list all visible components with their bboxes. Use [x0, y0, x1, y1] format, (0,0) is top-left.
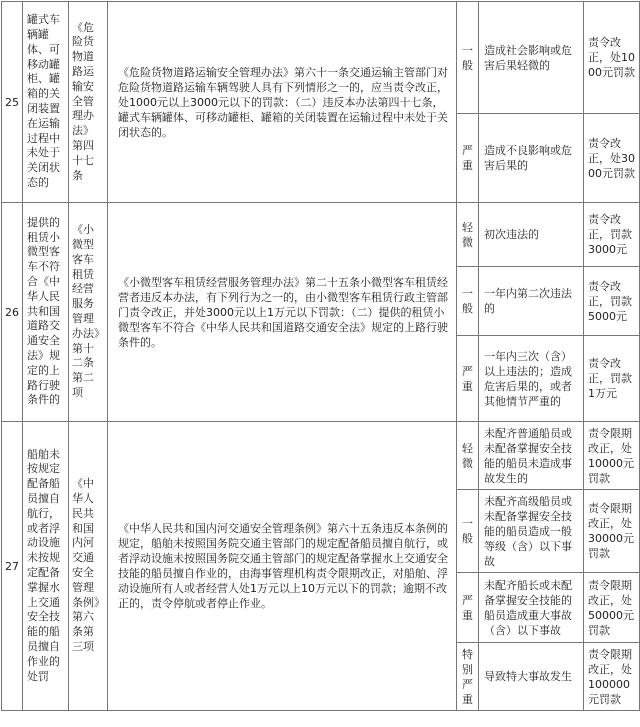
penalty-amount: 责令改正，罚款1万元 — [584, 336, 640, 422]
violation-circumstance: 未配齐普通船员或未配备掌握安全技能的船员未造成事故发生的 — [479, 422, 584, 490]
penalty-provision: 《小微型客车租赁经营服务管理办法》第二十五条小微型客车租赁经营者违反本办法，有下列行为之一的，由小微型客车租赁行政主管部门责令改正，并处3000元以上1万元以下罚款：（二）提供的租赁小微型客车不符合《中华人民共和国道路交通安全法》规定的上路行驶条件的。 — [108, 203, 457, 422]
severity-level: 一般 — [457, 267, 479, 336]
penalty-provision: 《危险货物道路运输安全管理办法》第六十一条交通运输主管部门对危险货物道路运输车辆驾驶人具有下列情形之一的，应当责令改正，处1000元以上3000元以下的罚款：（二）违反本办法第四十七条，罐式车辆罐体、可移动罐柜、罐箱的关闭装置在运输过程中未处于关闭状态的。 — [108, 2, 457, 203]
violation-circumstance: 未配齐船长或未配备掌握安全技能的船员造成重大事故（含）以下事故 — [479, 573, 584, 643]
penalty-amount: 责令改正，罚款5000元 — [584, 267, 640, 336]
violation-circumstance: 造成社会影响或危害后果轻微的 — [479, 2, 584, 114]
violation-circumstance: 导致特大事故发生 — [479, 643, 584, 711]
row-number: 25 — [2, 2, 23, 203]
violation-circumstance: 造成不良影响或危害后果的 — [479, 114, 584, 203]
severity-level: 严重 — [457, 114, 479, 203]
legal-basis: 《小微型客车租赁经营服务管理办法》第十二条第二项 — [69, 203, 108, 422]
legal-basis: 《危险货物道路运输安全管理办法》第四十七条 — [69, 2, 108, 203]
legal-basis: 《中华人民共和国内河交通安全管理条例》第六条第三项 — [69, 422, 108, 711]
severity-level: 一般 — [457, 490, 479, 573]
penalty-amount: 责令改正，处3000元罚款 — [584, 114, 640, 203]
table-row — [2, 203, 640, 267]
severity-level: 轻微 — [457, 422, 479, 490]
row-number: 27 — [2, 422, 23, 711]
row-number: 26 — [2, 203, 23, 422]
violation-circumstance: 一年内第二次违法的 — [479, 267, 584, 336]
severity-level: 特别严重 — [457, 643, 479, 711]
table-row — [2, 2, 640, 114]
penalty-amount: 责令限期改正，处10000元罚款 — [584, 422, 640, 490]
severity-level: 严重 — [457, 573, 479, 643]
violation-item: 船舶未按规定配备船员擅自航行，或者浮动设施未按规定配备掌握水上交通安全技能的船员擅自作业的处罚 — [23, 422, 69, 711]
penalty-amount: 责令限期改正，处50000元罚款 — [584, 573, 640, 643]
violation-circumstance: 一年内三次（含）以上违法的；造成危害后果的，或者其他情节严重的 — [479, 336, 584, 422]
penalty-amount: 责令改正，罚款3000元 — [584, 203, 640, 267]
severity-level: 严重 — [457, 336, 479, 422]
penalty-amount: 责令限期改正，处100000元罚款 — [584, 643, 640, 711]
penalty-amount: 责令限期改正，处30000元罚款 — [584, 490, 640, 573]
violation-item: 提供的租赁小微型客车不符合《中华人民共和国道路交通安全法》规定的上路行驶条件的 — [23, 203, 69, 422]
violation-item: 罐式车辆罐体、可移动罐柜、罐箱的关闭装置在运输过程中未处于关闭状态的 — [23, 2, 69, 203]
penalty-standards-table — [1, 1, 640, 711]
violation-circumstance: 初次违法的 — [479, 203, 584, 267]
severity-level: 一般 — [457, 2, 479, 114]
penalty-amount: 责令改正，处1000元罚款 — [584, 2, 640, 114]
table-row — [2, 422, 640, 490]
severity-level: 轻微 — [457, 203, 479, 267]
violation-circumstance: 未配齐高级船员或未配备掌握安全技能的船员造成一般等级（含）以下事故 — [479, 490, 584, 573]
penalty-provision: 《中华人民共和国内河交通安全管理条例》第六十五条违反本条例的规定，船舶未按照国务院交通主管部门的规定配备船员擅自航行，或者浮动设施未按照国务院交通主管部门的规定配备掌握水上交通安全技能的船员擅自作业的，由海事管理机构责令限期改正，对船舶、浮动设施所有人或者经营人处1万元以上10万元以下的罚款；逾期不改正的，责令停航或者停止作业。 — [108, 422, 457, 711]
